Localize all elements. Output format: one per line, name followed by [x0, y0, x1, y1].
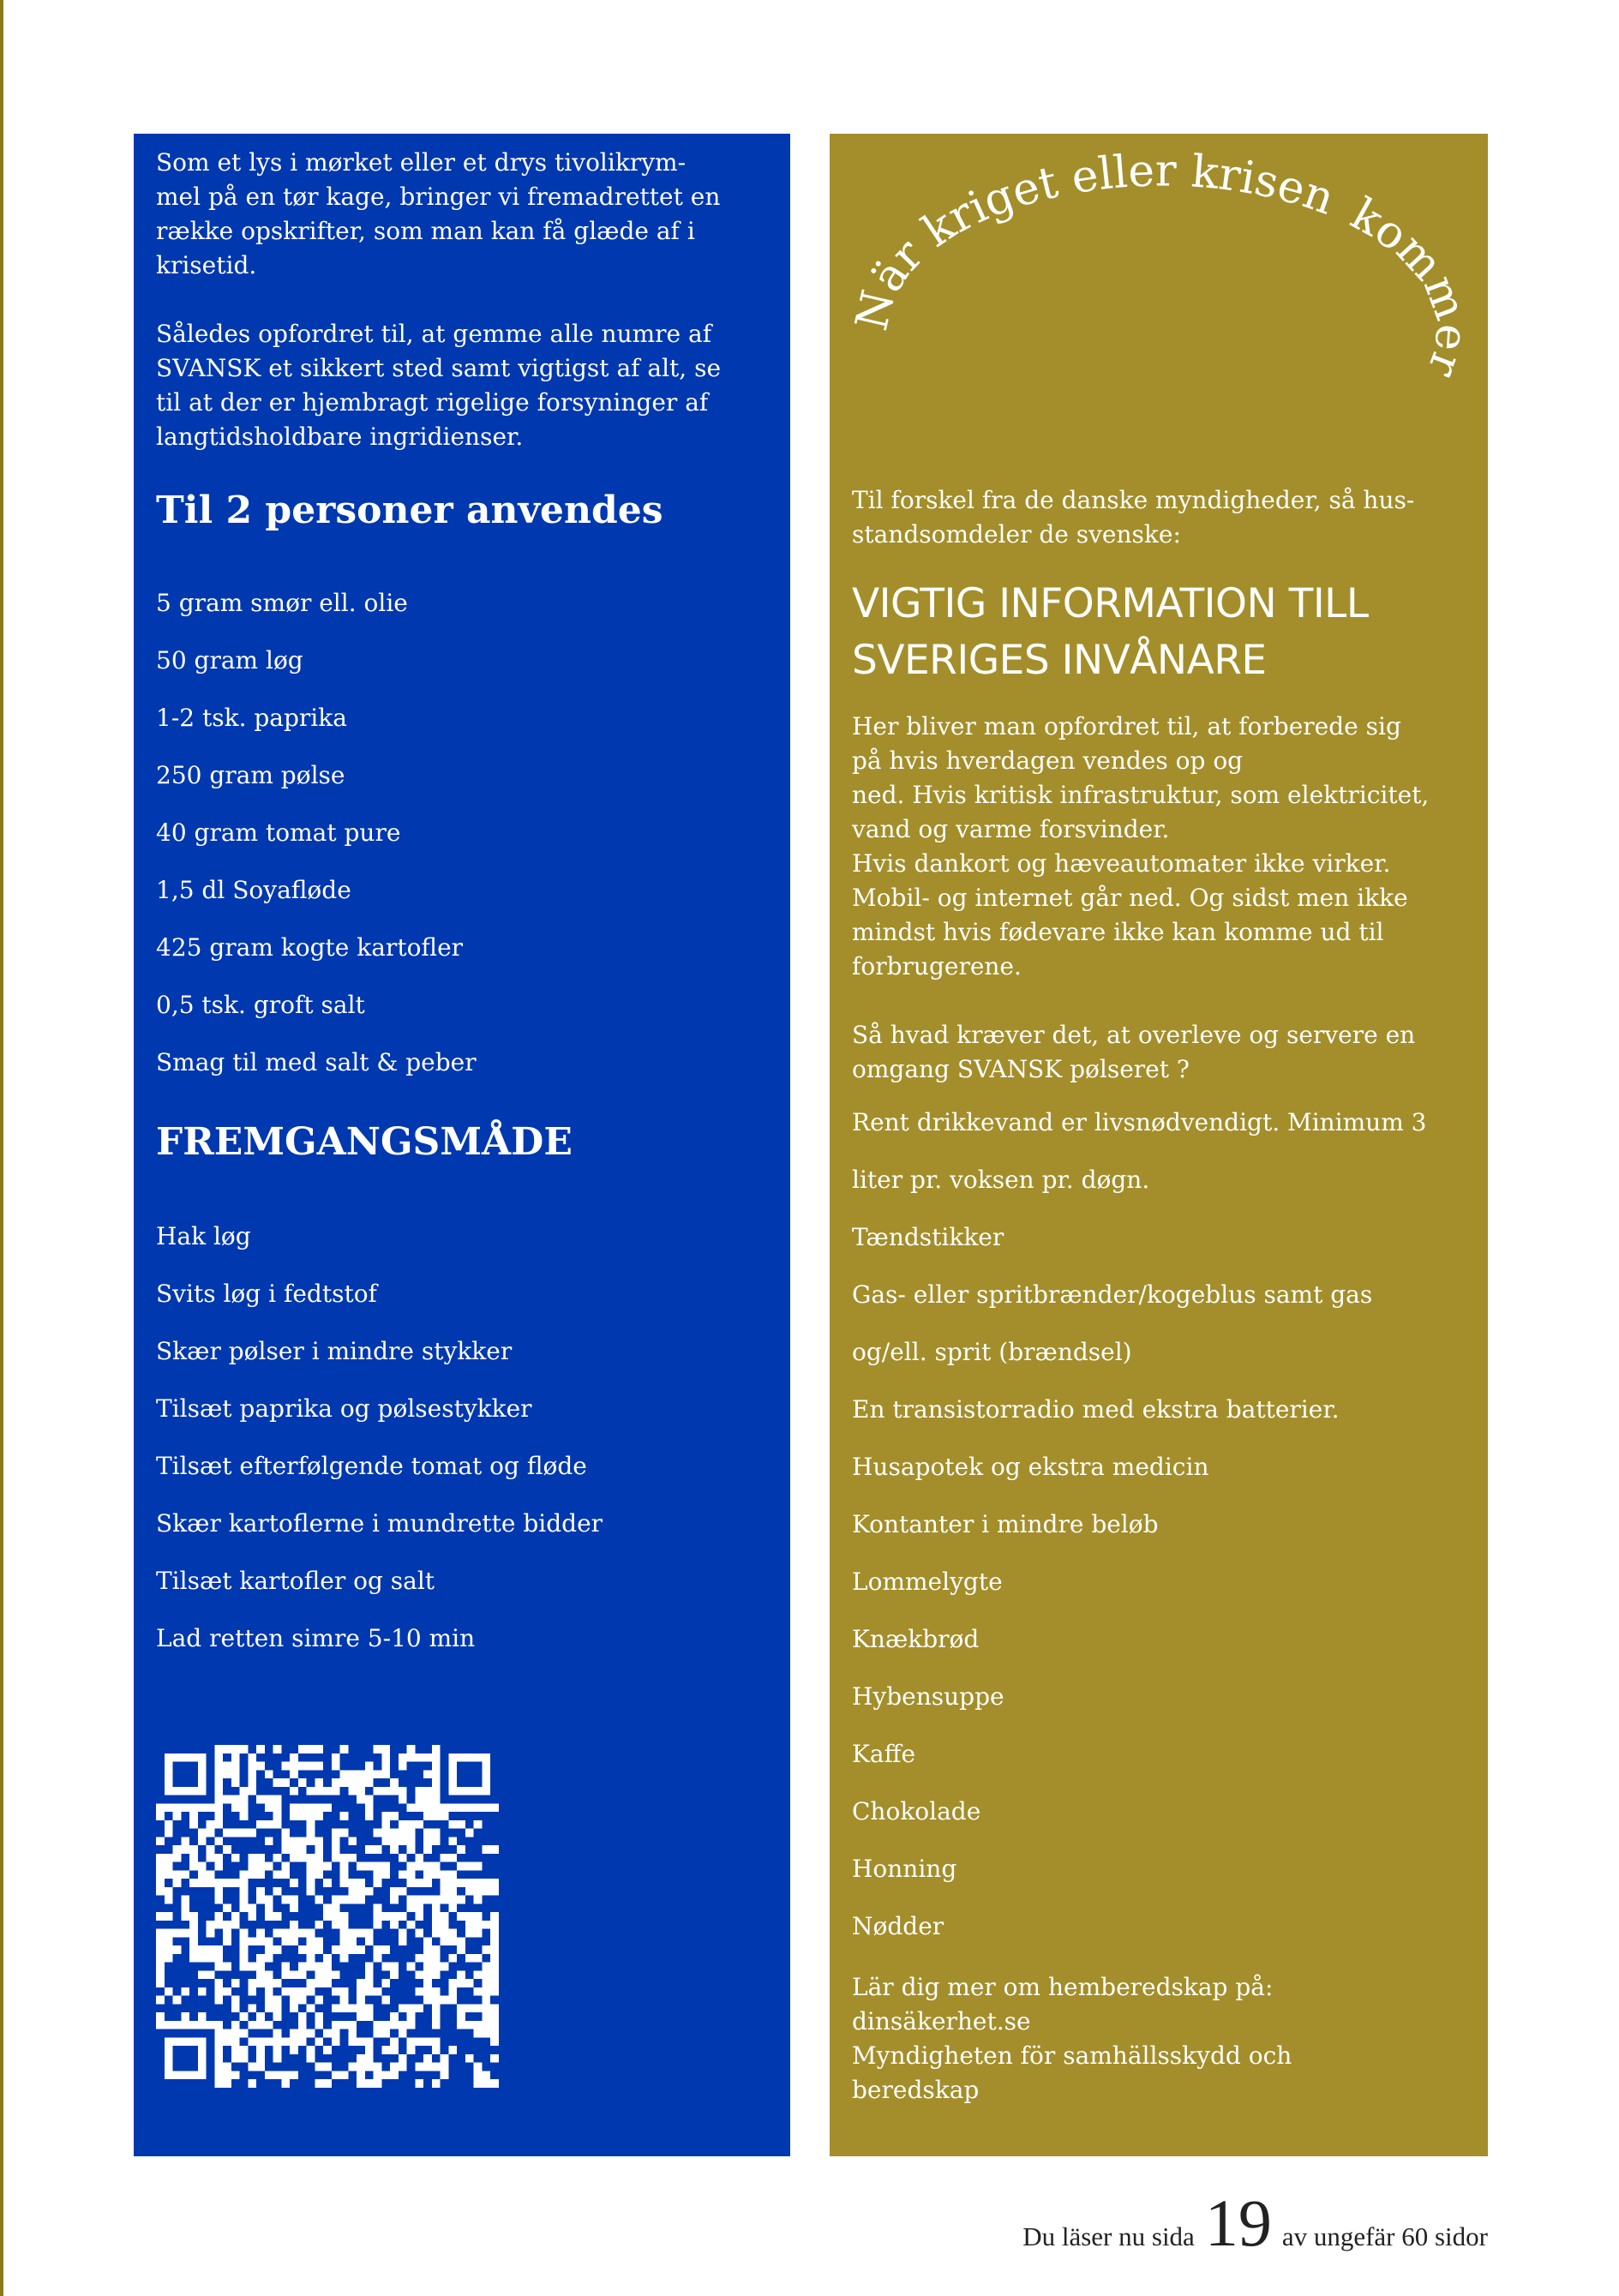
supply-item: Chokolade [852, 1797, 981, 1825]
supplies-list [852, 1094, 1466, 1955]
ingredient-item: 5 gram smør ell. olie [156, 589, 408, 617]
method-step: Tilsæt efterfølgende tomat og fløde [156, 1452, 587, 1480]
more-info: Lär dig mer om hemberedskap på: dinsäkerhet.se Myndigheten för samhällsskydd och beredskap [852, 1973, 1292, 2104]
ingredient-item: 250 gram pølse [156, 761, 345, 789]
website-link[interactable]: dinsäkerhet.se [852, 2007, 1031, 2035]
supply-item: En transistorradio med ekstra batterier. [852, 1395, 1340, 1424]
supply-item: Rent drikkevand er livsnødvendigt. Minimum 3 [852, 1108, 1427, 1136]
supply-item: Nødder [852, 1912, 944, 1940]
gold-body: Her bliver man opfordret til, at forberede sig på hvis hverdagen vendes op og ned. Hvis kritisk infrastruktur, som elektricitet, vand og varme forsvinder. Hvis dankort og hæveautomater ikke virker. Mobil- og internet går ned. Og sidst men ikke mindst hvis fødevare ikke kan komme ud til forbrugerene. [852, 712, 1430, 980]
gold-intro: Til forskel fra de danske myndigheder, så hus- standsomdeler de svenske: [852, 486, 1415, 549]
supply-item: Honning [852, 1855, 957, 1883]
footer-before: Du läser nu sida [1022, 2221, 1195, 2251]
page-footer [1022, 2185, 1488, 2260]
ingredient-item: Smag til med salt & peber [156, 1048, 477, 1076]
arc-title-text: När kriget eller krisenkommer [846, 145, 1478, 384]
supply-item: Knækbrød [852, 1625, 980, 1653]
supply-item: og/ell. sprit (brændsel) [852, 1338, 1132, 1366]
supply-item: Kaffe [852, 1740, 916, 1768]
supply-item: liter pr. voksen pr. døgn. [852, 1166, 1150, 1194]
supply-item: Tændstikker [852, 1223, 1004, 1251]
ingredient-item: 40 gram tomat pure [156, 818, 401, 847]
method-step: Skær pølser i mindre stykker [156, 1337, 513, 1365]
method-step: Tilsæt paprika og pølsestykker [156, 1394, 532, 1423]
page-edge-line [0, 0, 3, 2296]
method-steps-list [156, 1208, 768, 1667]
ingredient-item: 1-2 tsk. paprika [156, 704, 347, 732]
ingredients-list [156, 574, 768, 1091]
ingredients-heading: Til 2 personer anvendes [156, 489, 663, 532]
supply-item: Hybensuppe [852, 1682, 1004, 1711]
supply-item: Husapotek og ekstra medicin [852, 1453, 1209, 1481]
footer-after: av ungefär 60 sidor [1281, 2221, 1488, 2251]
method-step: Lad retten simre 5-10 min [156, 1624, 476, 1652]
supply-item: Gas- eller spritbrænder/kogeblus samt gas [852, 1280, 1373, 1309]
method-step: Hak løg [156, 1222, 251, 1250]
ingredient-item: 0,5 tsk. groft salt [156, 991, 365, 1019]
gold-question: Så hvad kræver det, at overleve og servere en omgang SVANSK pølseret ? [852, 1021, 1416, 1083]
vigtig-information-heading: VIGTIG INFORMATION TILL SVERIGES INVÅNARE [852, 580, 1369, 684]
page-number: 19 [1204, 2185, 1272, 2260]
method-heading: FREMGANGSMÅDE [156, 1120, 573, 1164]
qr-code[interactable] [156, 1745, 499, 2088]
method-step: Svits løg i fedtstof [156, 1280, 377, 1308]
intro-paragraph-2: Således opfordret til, at gemme alle numre af SVANSK et sikkert sted samt vigtigst af alt, se til at der er hjembragt rigelige forsyninger af langtidsholdbare ingridienser. [156, 320, 722, 451]
ingredient-item: 1,5 dl Soyafløde [156, 876, 351, 904]
method-step: Skær kartoflerne i mundrette bidder [156, 1509, 603, 1538]
supply-item: Kontanter i mindre beløb [852, 1510, 1159, 1538]
supply-item: Lommelygte [852, 1568, 1003, 1596]
preparedness-column [830, 134, 1488, 2156]
recipe-column [134, 134, 790, 2156]
ingredient-item: 425 gram kogte kartofler [156, 933, 464, 962]
ingredient-item: 50 gram løg [156, 646, 303, 674]
arc-title [846, 134, 1478, 494]
intro-paragraph-1: Som et lys i mørket eller et drys tivolikrym- mel på en tør kage, bringer vi fremadrettet en række opskrifter, som man kan få glæde af i krisetid. [156, 148, 721, 279]
method-step: Tilsæt kartofler og salt [156, 1567, 435, 1595]
